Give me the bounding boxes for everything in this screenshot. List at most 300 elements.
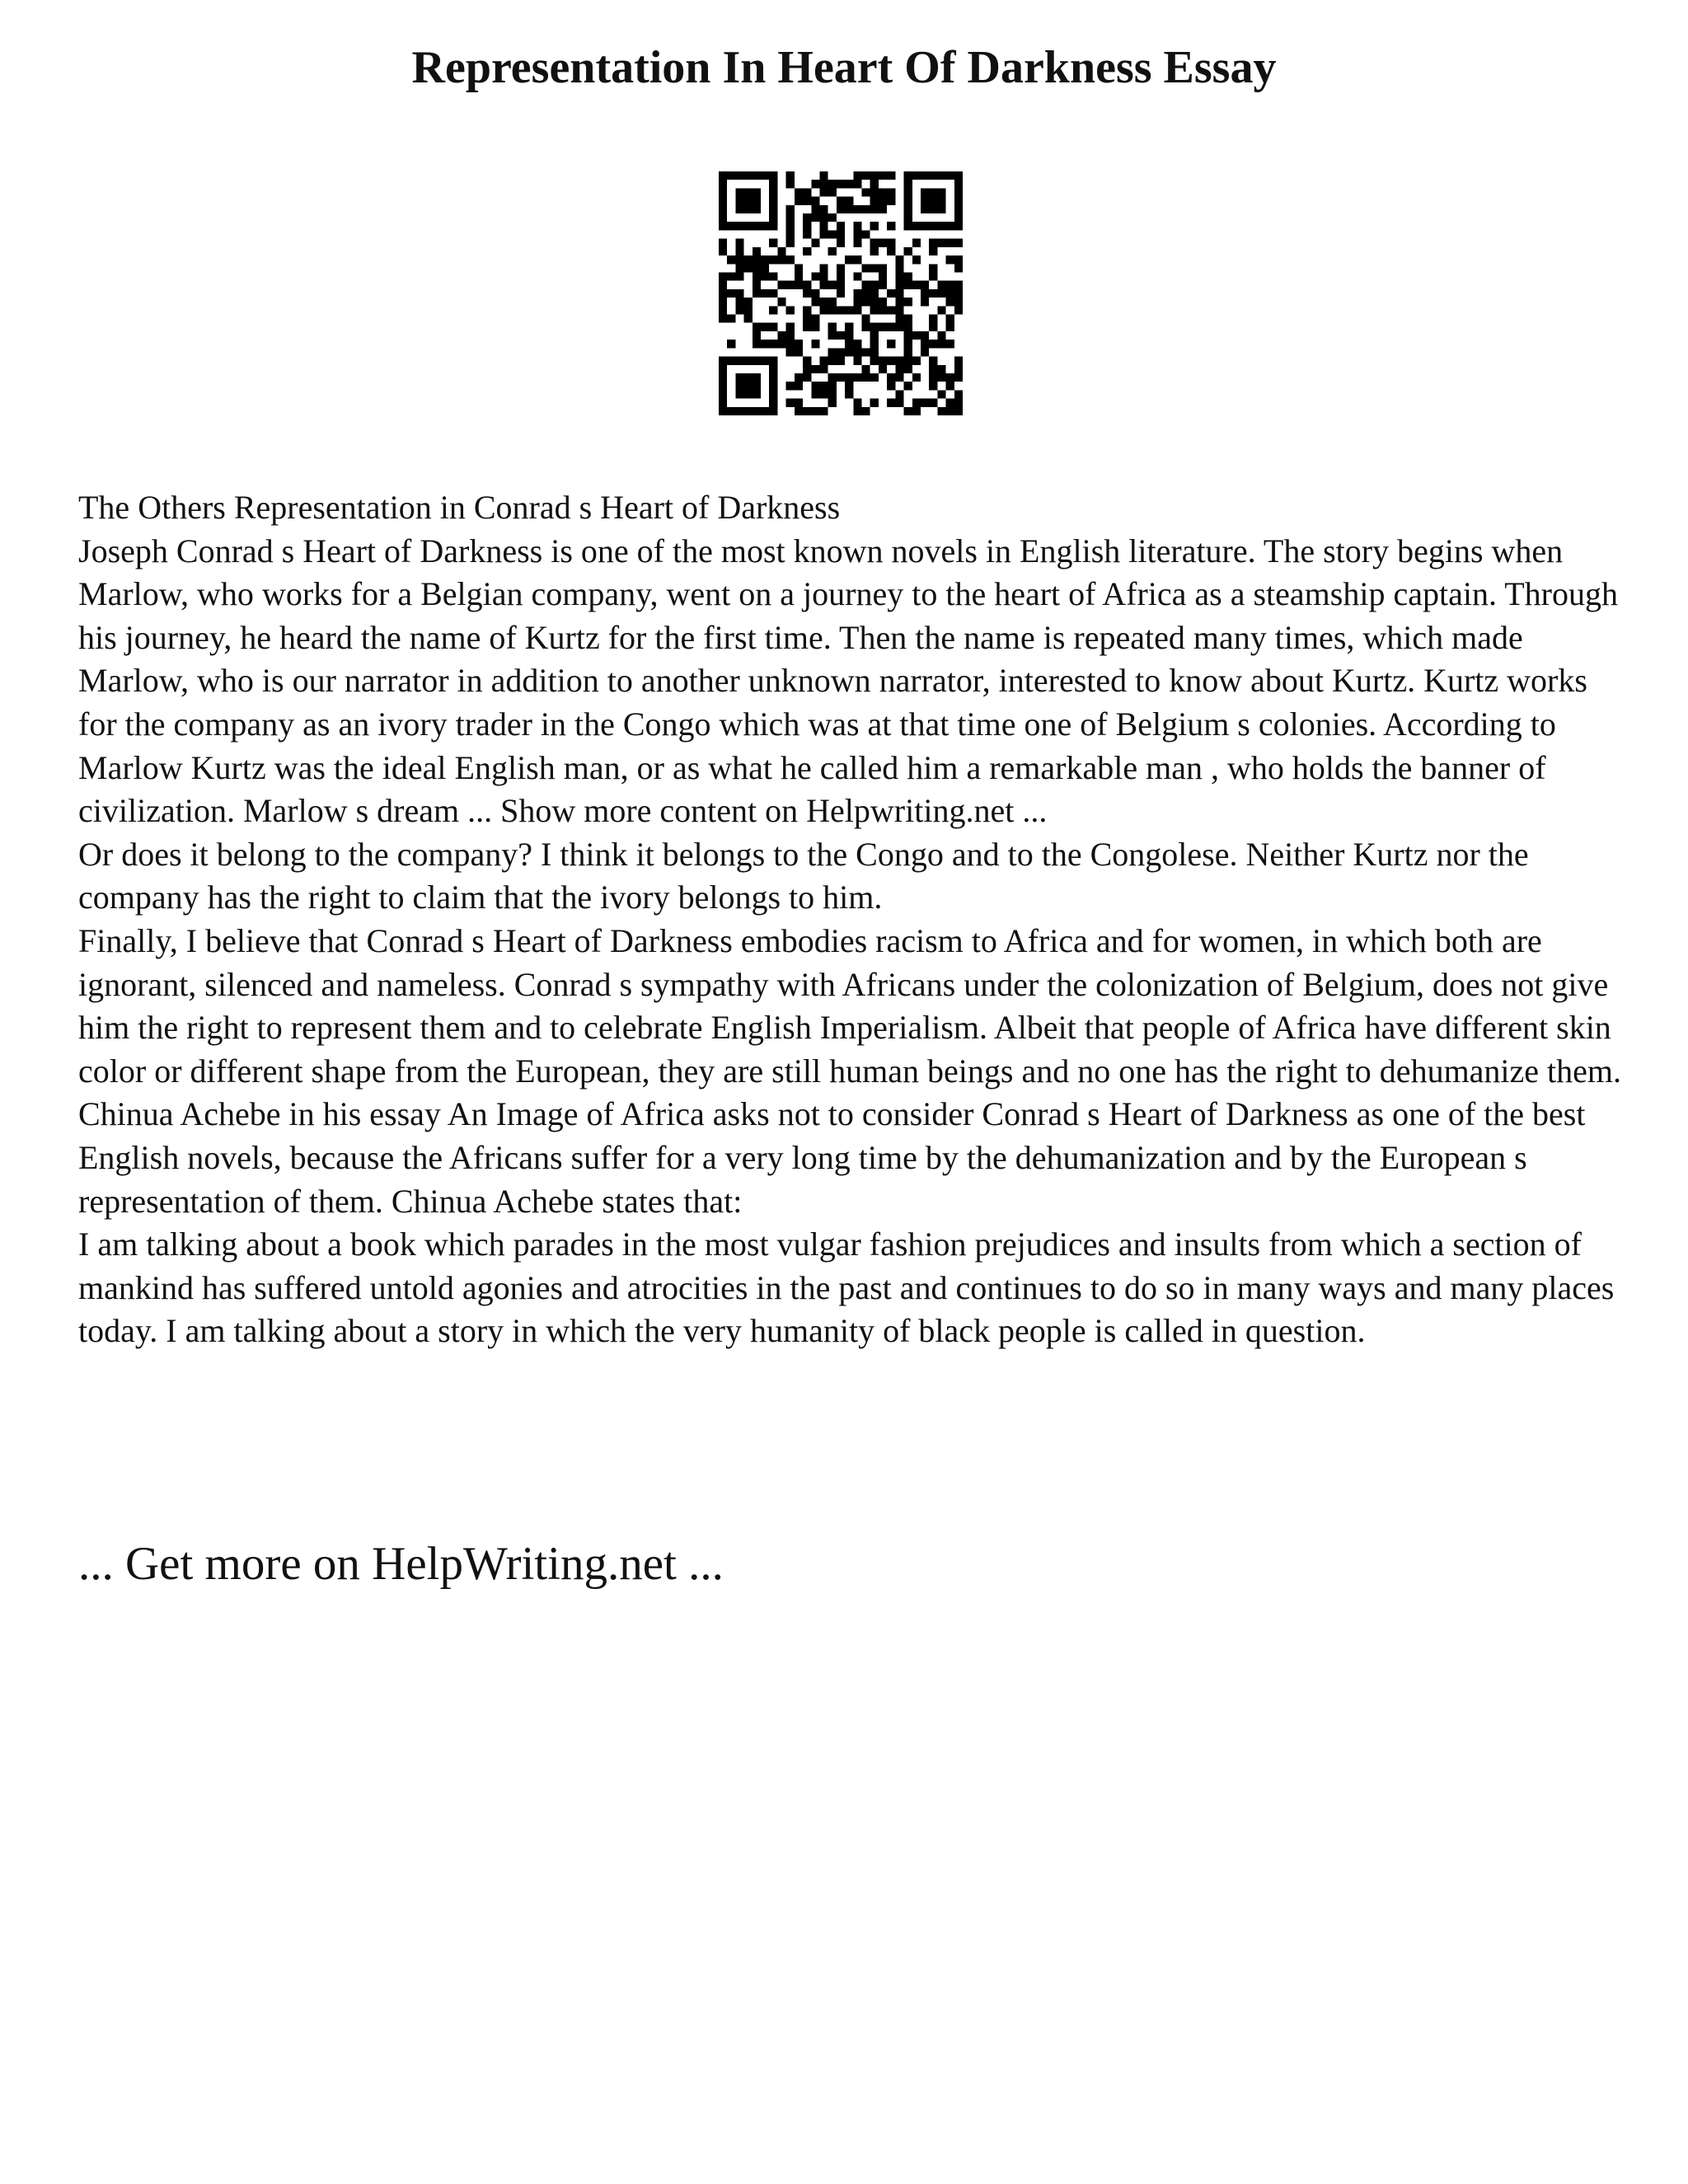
qr-module [937,239,945,247]
qr-module [769,390,777,398]
qr-module [912,281,921,289]
qr-module [921,171,929,180]
qr-module [786,348,795,356]
qr-module [753,255,761,264]
qr-module [828,357,837,365]
qr-module [837,264,845,272]
qr-module [786,222,795,230]
qr-module [921,197,929,205]
qr-module [744,264,753,272]
qr-module [929,373,937,382]
qr-module [946,289,954,298]
qr-module [769,239,777,247]
qr-module [761,357,769,365]
qr-module [870,188,879,196]
qr-module [837,373,845,382]
qr-module [946,171,954,180]
qr-module [735,205,743,213]
qr-module [811,390,819,398]
qr-module [828,213,837,222]
qr-module [769,255,777,264]
qr-module [954,298,963,306]
qr-module [921,340,929,348]
qr-module [862,407,870,415]
qr-module [870,373,879,382]
qr-module [929,171,937,180]
qr-module [828,306,837,314]
qr-module [946,315,954,323]
qr-module [828,390,837,398]
qr-module [795,348,803,356]
qr-module [727,222,735,230]
qr-module [870,205,879,213]
qr-module [837,180,845,188]
qr-module [719,272,727,280]
qr-module [803,365,811,373]
qr-module [819,222,828,230]
qr-module [769,188,777,196]
qr-module [786,323,795,331]
qr-module [819,205,828,213]
qr-module [786,230,795,238]
qr-module [819,264,828,272]
qr-module [727,357,735,365]
qr-module [753,382,761,390]
qr-module [887,171,895,180]
qr-module [735,272,743,280]
qr-module [837,230,845,238]
qr-module [744,357,753,365]
qr-module [879,197,887,205]
qr-module [837,239,845,247]
qr-module [811,340,819,348]
qr-module [937,306,945,314]
qr-module [929,382,937,390]
qr-module [795,340,803,348]
qr-module [887,197,895,205]
qr-module [853,180,861,188]
qr-module [912,399,921,407]
qr-module [735,264,743,272]
qr-module [895,272,903,280]
qr-module [803,289,811,298]
qr-module [795,197,803,205]
qr-module [954,255,963,264]
qr-module [946,382,954,390]
qr-module [862,298,870,306]
qr-module [777,298,785,306]
qr-module [853,348,861,356]
qr-module [879,306,887,314]
qr-module [929,357,937,365]
qr-module [870,348,879,356]
qr-module [744,205,753,213]
qr-module [845,205,853,213]
qr-module [744,390,753,398]
qr-module [828,281,837,289]
qr-module [845,382,853,390]
qr-module [904,205,912,213]
qr-module [837,197,845,205]
qr-module [744,382,753,390]
qr-module [735,390,743,398]
qr-module [853,205,861,213]
essay-paragraph: Joseph Conrad s Heart of Darkness is one of the most known novels in English literature. The story begins when Marlow, who works for a Belgian company, went on a journey to the heart of Africa as a steamship captain. Through his journey, he heard the name of Kurtz for the first time. Then the name is repeated many times, which made Marlow, who is our narrator in addition to another unknown narrator, interested to know about Kurtz. Kurtz works for the company as an ivory trader in the Congo which was at that time one of Belgium s colonies. According to Marlow Kurtz was the ideal English man, or as what he called him a remarkable man , who holds the banner of civilization. Marlow s dream ... Show more content on Helpwriting.net ... [78,532,1618,830]
qr-module [853,399,861,407]
qr-module [828,331,837,340]
qr-module [853,239,861,247]
qr-module [803,315,811,323]
qr-module [753,289,761,298]
qr-module [904,222,912,230]
qr-module [837,348,845,356]
qr-module [744,306,753,314]
qr-module [895,390,903,398]
qr-module [769,340,777,348]
qr-module [828,298,837,306]
qr-module [735,247,743,255]
qr-module [895,306,903,314]
qr-module [837,289,845,298]
qr-module [895,365,903,373]
qr-module [786,171,795,180]
qr-module [904,315,912,323]
qr-module [862,315,870,323]
qr-module [921,298,929,306]
qr-module [761,255,769,264]
qr-module [929,365,937,373]
qr-module [954,407,963,415]
qr-module [803,222,811,230]
qr-module [744,188,753,196]
qr-module [887,239,895,247]
qr-module [870,281,879,289]
qr-module [912,373,921,382]
qr-module [879,205,887,213]
qr-module [870,323,879,331]
qr-module [795,407,803,415]
qr-module [895,298,903,306]
qr-module [769,365,777,373]
qr-module [887,188,895,196]
qr-module [769,213,777,222]
qr-module [937,365,945,373]
qr-module [929,399,937,407]
qr-module [753,272,761,280]
qr-module [954,399,963,407]
qr-module [853,407,861,415]
qr-module [811,365,819,373]
qr-module [937,407,945,415]
qr-module [895,315,903,323]
qr-module [769,289,777,298]
qr-module [819,365,828,373]
qr-module [803,197,811,205]
qr-module [803,373,811,382]
qr-module [828,399,837,407]
qr-module [954,222,963,230]
qr-module [735,382,743,390]
qr-module [803,213,811,222]
qr-module [887,247,895,255]
qr-module [895,281,903,289]
qr-module [777,340,785,348]
qr-module [744,171,753,180]
qr-module [753,222,761,230]
qr-module [870,306,879,314]
qr-module [853,272,861,280]
qr-module [744,222,753,230]
qr-module [954,171,963,180]
qr-module [837,272,845,280]
qr-module [845,340,853,348]
qr-module [753,264,761,272]
qr-module [904,247,912,255]
qr-module [769,222,777,230]
qr-module [862,323,870,331]
get-more-link[interactable]: ... Get more on HelpWriting.net ... [78,1538,724,1590]
qr-module [819,407,828,415]
qr-module [912,255,921,264]
qr-module [803,357,811,365]
qr-module [929,264,937,272]
essay-paragraph: Chinua Achebe in his essay An Image of Africa asks not to consider Conrad s Heart of Darkness as one of the best English novels, because the Africans suffer for a very long time by the dehumanization and by the European s representation of them. Chinua Achebe states that: [78,1095,1586,1220]
qr-module [904,281,912,289]
qr-module [744,298,753,306]
qr-module [904,365,912,373]
qr-module [954,390,963,398]
qr-module [887,340,895,348]
qr-module [803,323,811,331]
qr-module [811,298,819,306]
qr-module [929,315,937,323]
qr-module [929,323,937,331]
qr-module [912,171,921,180]
qr-module [929,239,937,247]
qr-module [845,348,853,356]
qr-module [769,373,777,382]
qr-module [937,188,945,196]
qr-module [719,247,727,255]
qr-module [904,382,912,390]
qr-module [879,272,887,280]
qr-module [735,255,743,264]
qr-module [946,222,954,230]
qr-module [879,365,887,373]
qr-module [845,306,853,314]
qr-module [727,272,735,280]
qr-module [719,407,727,415]
qr-module [954,306,963,314]
qr-module [954,264,963,272]
qr-module [727,315,735,323]
qr-module [786,180,795,188]
qr-module [719,171,727,180]
qr-module [954,213,963,222]
qr-module [837,306,845,314]
qr-module [811,213,819,222]
qr-module [727,171,735,180]
qr-module [811,382,819,390]
qr-module [870,239,879,247]
qr-module [845,373,853,382]
qr-module [904,180,912,188]
qr-module [879,239,887,247]
qr-module [819,382,828,390]
qr-module [870,289,879,298]
qr-module [895,289,903,298]
qr-module [811,272,819,280]
qr-module [895,255,903,264]
qr-module [753,171,761,180]
qr-module [795,264,803,272]
qr-module [828,230,837,238]
qr-module [719,298,727,306]
qr-module [819,272,828,280]
qr-module [727,255,735,264]
qr-module [862,205,870,213]
qr-module [954,180,963,188]
qr-module [735,407,743,415]
qr-module [735,298,743,306]
qr-module [727,407,735,415]
qr-module [761,171,769,180]
qr-module [937,390,945,398]
qr-module [786,255,795,264]
qr-module [727,289,735,298]
qr-module [795,399,803,407]
qr-module [819,390,828,398]
document-title: Representation In Heart Of Darkness Essay [411,42,1277,93]
qr-module [904,357,912,365]
qr-module [786,281,795,289]
qr-module [795,382,803,390]
qr-module [946,239,954,247]
qr-module [862,289,870,298]
qr-module [921,188,929,196]
qr-module [946,399,954,407]
qr-module [887,399,895,407]
qr-module [777,247,785,255]
qr-module [929,222,937,230]
qr-module [937,205,945,213]
qr-module [727,340,735,348]
qr-module [870,298,879,306]
qr-module [937,222,945,230]
qr-module [719,382,727,390]
qr-module [811,239,819,247]
qr-module [786,239,795,247]
qr-module [904,323,912,331]
qr-module [777,331,785,340]
qr-module [795,272,803,280]
qr-module [753,373,761,382]
qr-module [777,281,785,289]
qr-module [769,180,777,188]
qr-module [777,255,785,264]
qr-module [937,171,945,180]
qr-module [761,323,769,331]
qr-module [769,171,777,180]
qr-module [795,188,803,196]
qr-module [819,281,828,289]
qr-module [811,197,819,205]
qr-module [769,407,777,415]
qr-module [887,323,895,331]
qr-module [837,331,845,340]
qr-module [837,357,845,365]
essay-paragraph: Finally, I believe that Conrad s Heart of Darkness embodies racism to Africa and for women, in which both are ignorant, silenced and nameless. Conrad s sympathy with Africans under the colonization of Belgium, does not give him the right to represent them and to celebrate English Imperialism. Albeit that people of Africa have different skin color or different shape from the European, they are still human beings and no one has the right to dehumanize them. [78,921,1622,1090]
qr-module [946,373,954,382]
qr-module [862,373,870,382]
qr-module [719,399,727,407]
qr-module [719,390,727,398]
qr-module [845,323,853,331]
qr-module [753,188,761,196]
qr-module [735,357,743,365]
qr-module [929,247,937,255]
qr-module [954,188,963,196]
qr-module [719,205,727,213]
qr-module [819,213,828,222]
essay-paragraph: Or does it belong to the company? I think it belongs to the Congo and to the Congolese. Neither Kurtz nor the company has the right to claim that the ivory belongs to him. [78,835,1529,916]
qr-module [904,272,912,280]
qr-module [879,298,887,306]
essay-quote: I am talking about a book which parades in the most vulgar fashion prejudices and insults from which a section of mankind has suffered untold agonies and atrocities in the past and continues to do so in many ways and many places today. I am talking about a story in which the very humanity of black people is called in question. [78,1226,1615,1350]
qr-module [753,323,761,331]
qr-module [895,323,903,331]
qr-module [887,357,895,365]
qr-module [879,281,887,289]
qr-module [862,281,870,289]
qr-module [753,357,761,365]
qr-module [753,247,761,255]
qr-module [870,247,879,255]
qr-module [853,306,861,314]
qr-module [954,239,963,247]
qr-module [937,373,945,382]
qr-module [887,289,895,298]
qr-module [786,340,795,348]
qr-module [735,289,743,298]
qr-module [753,197,761,205]
qr-module [761,340,769,348]
qr-module [912,331,921,340]
qr-module [904,298,912,306]
qr-module [879,264,887,272]
qr-module [912,357,921,365]
qr-module [811,323,819,331]
qr-module [837,222,845,230]
qr-module [719,365,727,373]
qr-module [937,331,945,340]
qr-module [954,365,963,373]
qr-module [786,399,795,407]
qr-module [744,373,753,382]
qr-module [819,306,828,314]
qr-module [819,230,828,238]
qr-module [929,340,937,348]
qr-module [937,289,945,298]
qr-module [828,382,837,390]
qr-module [735,239,743,247]
qr-module [769,399,777,407]
qr-module [769,357,777,365]
qr-module [929,289,937,298]
qr-module [879,323,887,331]
qr-module [904,197,912,205]
essay-subtitle: The Others Representation in Conrad s Heart of Darkness [78,489,841,526]
